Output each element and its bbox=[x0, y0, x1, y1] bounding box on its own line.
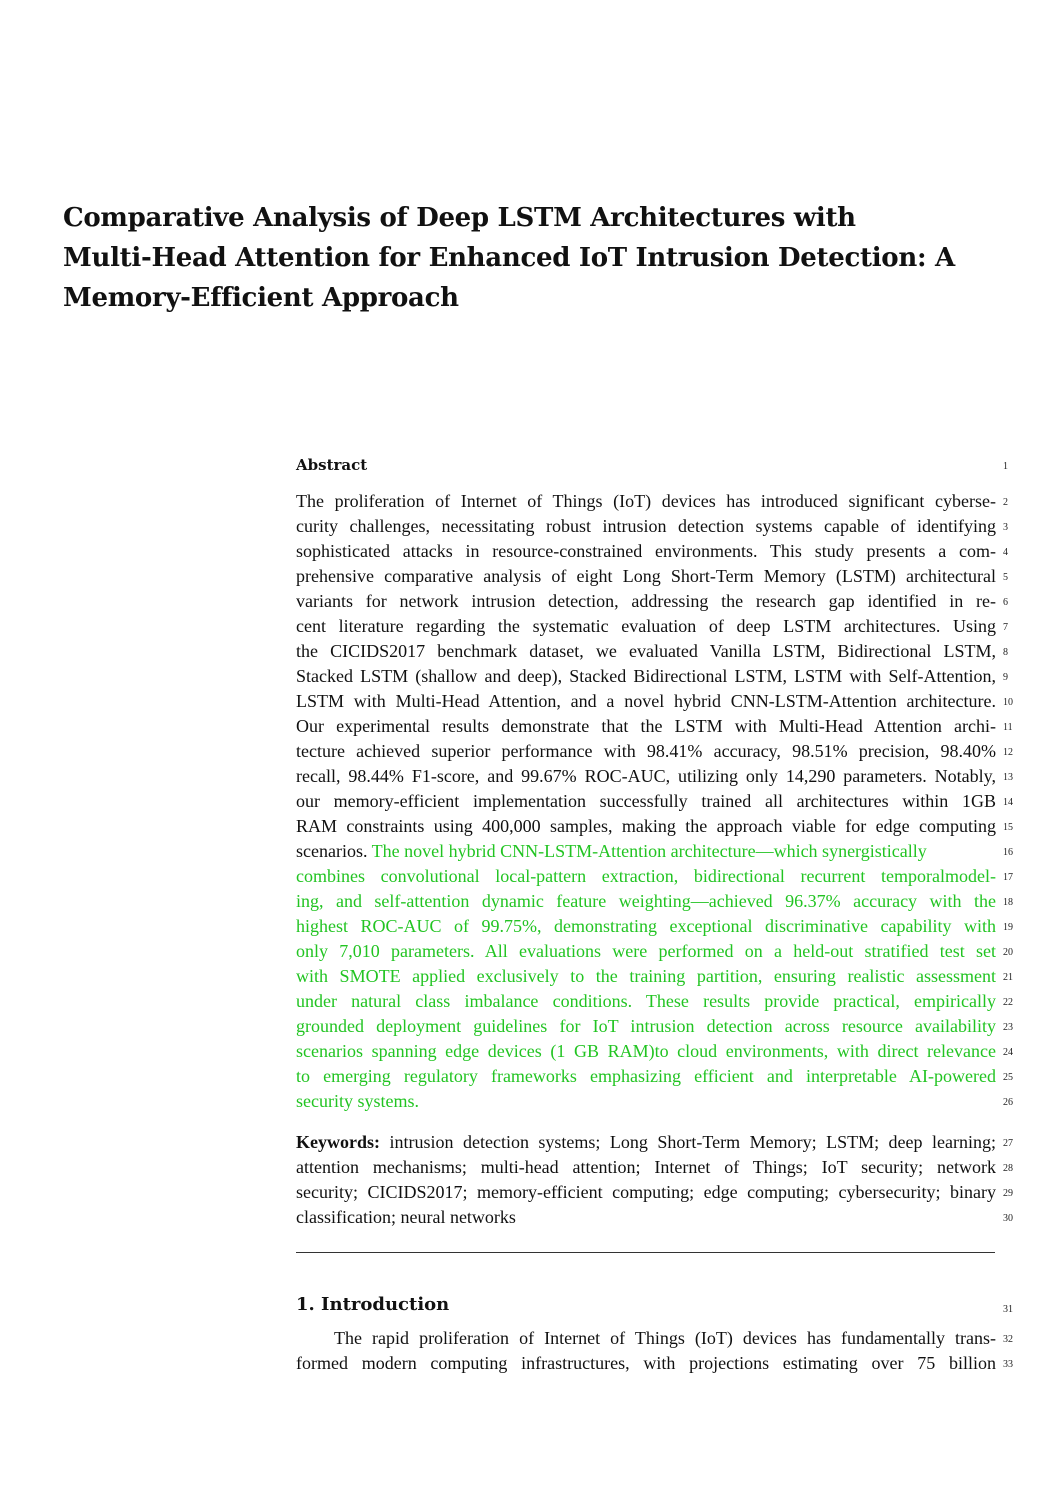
abstract-highlighted-line: with SMOTE applied exclusively to the training partition, ensuring realistic assessment bbox=[296, 966, 996, 986]
abstract-highlighted-line: only 7,010 parameters. All evaluations were performed on a held-out stratified test set bbox=[296, 941, 996, 961]
line-number: 3 bbox=[1003, 522, 1008, 533]
abstract-text-highlighted: The novel hybrid CNN-LSTM-Attention architecture—which synergistically bbox=[371, 841, 927, 861]
line-number: 6 bbox=[1003, 597, 1008, 608]
line-number: 19 bbox=[1003, 922, 1013, 933]
line-number: 2 bbox=[1003, 497, 1008, 508]
line-number: 24 bbox=[1003, 1047, 1013, 1058]
line-number: 8 bbox=[1003, 647, 1008, 658]
section-divider bbox=[296, 1252, 995, 1253]
abstract-line: cent literature regarding the systematic evaluation of deep LSTM architectures. Using bbox=[296, 616, 996, 636]
line-number: 7 bbox=[1003, 622, 1008, 633]
abstract-line: Our experimental results demonstrate that the LSTM with Multi-Head Attention archi- bbox=[296, 716, 996, 736]
keywords-label: Keywords: bbox=[296, 1132, 380, 1152]
line-number: 14 bbox=[1003, 797, 1013, 808]
abstract-line: The proliferation of Internet of Things (IoT) devices has introduced significant cyberse- bbox=[296, 491, 996, 511]
abstract-line: curity challenges, necessitating robust intrusion detection systems capable of identifying bbox=[296, 516, 996, 536]
line-number: 29 bbox=[1003, 1188, 1013, 1199]
paper-title bbox=[63, 198, 1023, 318]
line-number: 5 bbox=[1003, 572, 1008, 583]
line-number: 11 bbox=[1003, 722, 1013, 733]
line-number: 13 bbox=[1003, 772, 1013, 783]
title-line: Comparative Analysis of Deep LSTM Architectures with bbox=[63, 203, 856, 233]
abstract-line-mixed bbox=[296, 839, 996, 864]
line-number: 16 bbox=[1003, 847, 1013, 858]
abstract-highlighted-line: combines convolutional local-pattern extraction, bidirectional recurrent temporalmodel- bbox=[296, 866, 996, 886]
line-number: 32 bbox=[1003, 1334, 1013, 1345]
line-number: 17 bbox=[1003, 872, 1013, 883]
line-number: 28 bbox=[1003, 1163, 1013, 1174]
line-number: 33 bbox=[1003, 1359, 1013, 1370]
abstract-highlighted-line: scenarios spanning edge devices (1 GB RAM)to cloud environments, with direct relevance bbox=[296, 1041, 996, 1061]
line-number: 9 bbox=[1003, 672, 1008, 683]
abstract-highlighted-line: to emerging regulatory frameworks emphasizing efficient and interpretable AI-powered bbox=[296, 1066, 996, 1086]
abstract-line: recall, 98.44% F1-score, and 99.67% ROC-AUC, utilizing only 14,290 parameters. Notably, bbox=[296, 766, 996, 786]
keywords-text: intrusion detection systems; Long Short-Term Memory; LSTM; deep learning; bbox=[389, 1132, 996, 1152]
abstract-line: our memory-efficient implementation successfully trained all architectures within 1GB bbox=[296, 791, 996, 811]
line-number: 31 bbox=[1003, 1304, 1013, 1315]
abstract-highlighted-line: security systems. bbox=[296, 1091, 419, 1111]
line-number: 21 bbox=[1003, 972, 1013, 983]
abstract-highlighted-line: ing, and self-attention dynamic feature weighting—achieved 96.37% accuracy with the bbox=[296, 891, 996, 911]
line-number: 22 bbox=[1003, 997, 1013, 1008]
abstract-line: sophisticated attacks in resource-constrained environments. This study presents a com- bbox=[296, 541, 996, 561]
line-number: 30 bbox=[1003, 1213, 1013, 1224]
line-number: 26 bbox=[1003, 1097, 1013, 1108]
intro-line: The rapid proliferation of Internet of Things (IoT) devices has fundamentally trans- bbox=[334, 1328, 996, 1348]
abstract-line: tecture achieved superior performance with 98.41% accuracy, 98.51% precision, 98.40% bbox=[296, 741, 996, 761]
abstract-line: variants for network intrusion detection, addressing the research gap identified in re- bbox=[296, 591, 996, 611]
line-number: 12 bbox=[1003, 747, 1013, 758]
line-number: 18 bbox=[1003, 897, 1013, 908]
line-number: 15 bbox=[1003, 822, 1013, 833]
abstract-line: LSTM with Multi-Head Attention, and a novel hybrid CNN-LSTM-Attention architecture. bbox=[296, 691, 996, 711]
intro-line: formed modern computing infrastructures, with projections estimating over 75 billion bbox=[296, 1353, 996, 1373]
title-line: Multi-Head Attention for Enhanced IoT Intrusion Detection: A bbox=[63, 243, 955, 273]
line-number: 27 bbox=[1003, 1138, 1013, 1149]
abstract-line: Stacked LSTM (shallow and deep), Stacked Bidirectional LSTM, LSTM with Self-Attention, bbox=[296, 666, 996, 686]
abstract-highlighted-line: highest ROC-AUC of 99.75%, demonstrating exceptional discriminative capability with bbox=[296, 916, 996, 936]
section-heading-introduction: 1. Introduction bbox=[296, 1294, 450, 1315]
abstract-text-black: scenarios. bbox=[296, 841, 368, 861]
keywords-line: attention mechanisms; multi-head attention; Internet of Things; IoT security; network bbox=[296, 1157, 996, 1177]
keywords-line: classification; neural networks bbox=[296, 1207, 516, 1227]
abstract-heading bbox=[296, 452, 996, 477]
abstract-line: the CICIDS2017 benchmark dataset, we evaluated Vanilla LSTM, Bidirectional LSTM, bbox=[296, 641, 996, 661]
line-number: 20 bbox=[1003, 947, 1013, 958]
line-number: 23 bbox=[1003, 1022, 1013, 1033]
line-number: 4 bbox=[1003, 547, 1008, 558]
abstract-line: RAM constraints using 400,000 samples, making the approach viable for edge computing bbox=[296, 816, 996, 836]
line-number: 1 bbox=[1003, 461, 1008, 472]
title-line: Memory-Efficient Approach bbox=[63, 283, 459, 313]
keywords-line: security; CICIDS2017; memory-efficient computing; edge computing; cybersecurity; binary bbox=[296, 1182, 996, 1202]
abstract-heading-text: Abstract bbox=[296, 456, 368, 474]
line-number: 10 bbox=[1003, 697, 1013, 708]
abstract-line: prehensive comparative analysis of eight Long Short-Term Memory (LSTM) architectural bbox=[296, 566, 996, 586]
abstract-highlighted-line: under natural class imbalance conditions. These results provide practical, empirically bbox=[296, 991, 996, 1011]
abstract-highlighted-line: grounded deployment guidelines for IoT intrusion detection across resource availability bbox=[296, 1016, 996, 1036]
line-number: 25 bbox=[1003, 1072, 1013, 1083]
keywords-line bbox=[296, 1130, 996, 1155]
